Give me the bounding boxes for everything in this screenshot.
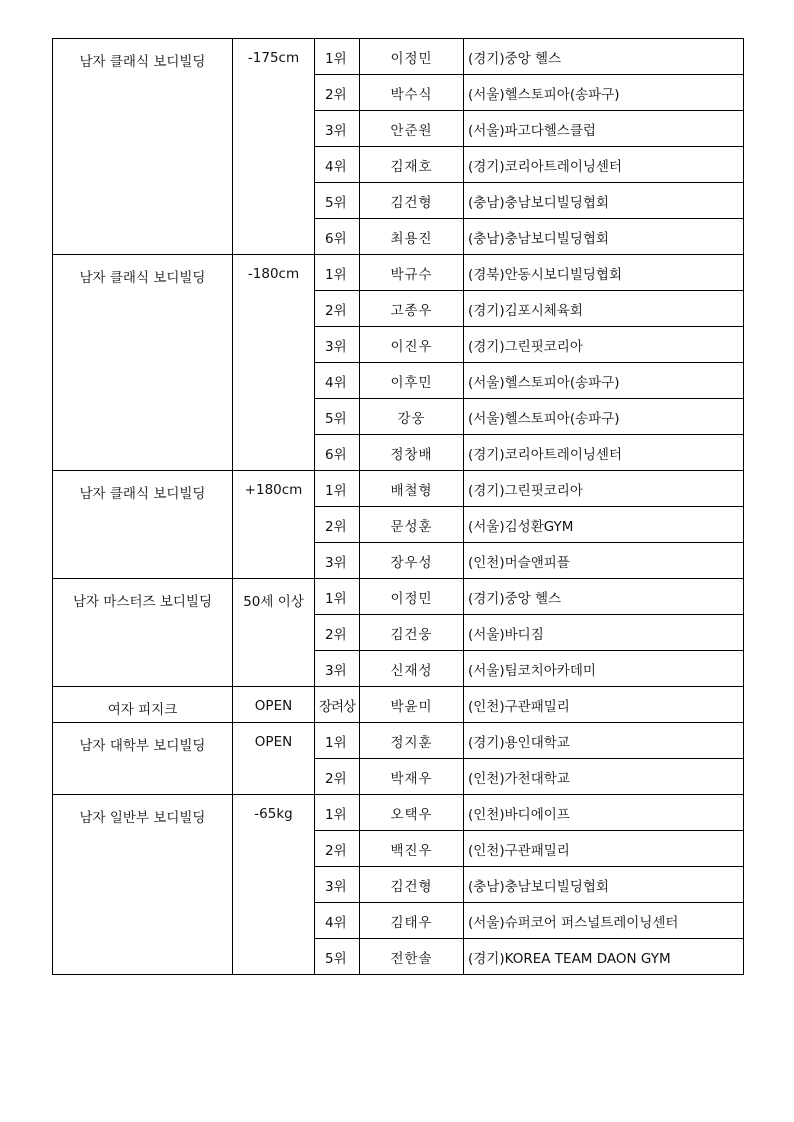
category-cell: 남자 클래식 보디빌딩: [53, 255, 233, 471]
team-cell: (경기)그린핏코리아: [464, 471, 744, 507]
rank-cell: 1위: [315, 39, 360, 75]
results-table: [52, 38, 744, 975]
rank-cell: 4위: [315, 363, 360, 399]
table-row: [53, 795, 744, 831]
athlete-name-cell: 백진우: [360, 831, 464, 867]
table-row: [53, 579, 744, 615]
team-cell: (서울)파고다헬스클럽: [464, 111, 744, 147]
rank-cell: 3위: [315, 651, 360, 687]
athlete-name-cell: 문성훈: [360, 507, 464, 543]
rank-cell: 5위: [315, 399, 360, 435]
rank-cell: 1위: [315, 723, 360, 759]
athlete-name-cell: 김건웅: [360, 615, 464, 651]
team-cell: (서울)팀코치아카데미: [464, 651, 744, 687]
athlete-name-cell: 김재호: [360, 147, 464, 183]
athlete-name-cell: 김건형: [360, 183, 464, 219]
rank-cell: 1위: [315, 471, 360, 507]
table-row: [53, 255, 744, 291]
team-cell: (충남)충남보디빌딩협회: [464, 867, 744, 903]
team-cell: (서울)슈퍼코어 퍼스널트레이닝센터: [464, 903, 744, 939]
rank-cell: 2위: [315, 759, 360, 795]
team-cell: (인천)구관패밀리: [464, 687, 744, 723]
rank-cell: 장려상: [315, 687, 360, 723]
team-cell: (서울)헬스토피아(송파구): [464, 75, 744, 111]
division-cell: OPEN: [233, 687, 315, 723]
division-cell: OPEN: [233, 723, 315, 795]
athlete-name-cell: 정창배: [360, 435, 464, 471]
athlete-name-cell: 김태우: [360, 903, 464, 939]
athlete-name-cell: 박규수: [360, 255, 464, 291]
rank-cell: 3위: [315, 327, 360, 363]
team-cell: (서울)헬스토피아(송파구): [464, 399, 744, 435]
results-body: [53, 39, 744, 975]
table-row: [53, 723, 744, 759]
rank-cell: 2위: [315, 831, 360, 867]
athlete-name-cell: 박수식: [360, 75, 464, 111]
athlete-name-cell: 이정민: [360, 579, 464, 615]
athlete-name-cell: 이진우: [360, 327, 464, 363]
rank-cell: 2위: [315, 75, 360, 111]
athlete-name-cell: 이정민: [360, 39, 464, 75]
table-row: [53, 471, 744, 507]
team-cell: (서울)헬스토피아(송파구): [464, 363, 744, 399]
rank-cell: 1위: [315, 579, 360, 615]
rank-cell: 3위: [315, 543, 360, 579]
athlete-name-cell: 이후민: [360, 363, 464, 399]
team-cell: (경기)코리아트레이닝센터: [464, 147, 744, 183]
athlete-name-cell: 박윤미: [360, 687, 464, 723]
division-cell: 50세 이상: [233, 579, 315, 687]
team-cell: (경기)그린핏코리아: [464, 327, 744, 363]
division-cell: -65kg: [233, 795, 315, 975]
rank-cell: 5위: [315, 183, 360, 219]
team-cell: (경기)KOREA TEAM DAON GYM: [464, 939, 744, 975]
team-cell: (경북)안동시보디빌딩협회: [464, 255, 744, 291]
rank-cell: 2위: [315, 291, 360, 327]
team-cell: (충남)충남보디빌딩협회: [464, 183, 744, 219]
rank-cell: 3위: [315, 111, 360, 147]
athlete-name-cell: 장우성: [360, 543, 464, 579]
athlete-name-cell: 고종우: [360, 291, 464, 327]
athlete-name-cell: 신재성: [360, 651, 464, 687]
category-cell: 남자 마스터즈 보디빌딩: [53, 579, 233, 687]
rank-cell: 5위: [315, 939, 360, 975]
team-cell: (서울)김성환GYM: [464, 507, 744, 543]
athlete-name-cell: 강웅: [360, 399, 464, 435]
category-cell: 남자 클래식 보디빌딩: [53, 39, 233, 255]
team-cell: (경기)김포시체육회: [464, 291, 744, 327]
athlete-name-cell: 오택우: [360, 795, 464, 831]
athlete-name-cell: 전한솔: [360, 939, 464, 975]
rank-cell: 3위: [315, 867, 360, 903]
division-cell: -175cm: [233, 39, 315, 255]
division-cell: +180cm: [233, 471, 315, 579]
athlete-name-cell: 배철형: [360, 471, 464, 507]
athlete-name-cell: 김건형: [360, 867, 464, 903]
athlete-name-cell: 안준원: [360, 111, 464, 147]
category-cell: 남자 일반부 보디빌딩: [53, 795, 233, 975]
athlete-name-cell: 정지훈: [360, 723, 464, 759]
team-cell: (인천)가천대학교: [464, 759, 744, 795]
category-cell: 남자 클래식 보디빌딩: [53, 471, 233, 579]
rank-cell: 1위: [315, 255, 360, 291]
rank-cell: 6위: [315, 219, 360, 255]
team-cell: (인천)머슬앤피플: [464, 543, 744, 579]
category-cell: 남자 대학부 보디빌딩: [53, 723, 233, 795]
rank-cell: 2위: [315, 615, 360, 651]
division-cell: -180cm: [233, 255, 315, 471]
team-cell: (경기)용인대학교: [464, 723, 744, 759]
team-cell: (인천)바디에이프: [464, 795, 744, 831]
table-row: [53, 39, 744, 75]
team-cell: (경기)코리아트레이닝센터: [464, 435, 744, 471]
athlete-name-cell: 박재우: [360, 759, 464, 795]
team-cell: (경기)중앙 헬스: [464, 579, 744, 615]
team-cell: (충남)충남보디빌딩협회: [464, 219, 744, 255]
athlete-name-cell: 최용진: [360, 219, 464, 255]
rank-cell: 1위: [315, 795, 360, 831]
category-cell: 여자 피지크: [53, 687, 233, 723]
table-row: [53, 687, 744, 723]
rank-cell: 4위: [315, 147, 360, 183]
rank-cell: 6위: [315, 435, 360, 471]
rank-cell: 4위: [315, 903, 360, 939]
team-cell: (인천)구관패밀리: [464, 831, 744, 867]
rank-cell: 2위: [315, 507, 360, 543]
team-cell: (경기)중앙 헬스: [464, 39, 744, 75]
team-cell: (서울)바디짐: [464, 615, 744, 651]
